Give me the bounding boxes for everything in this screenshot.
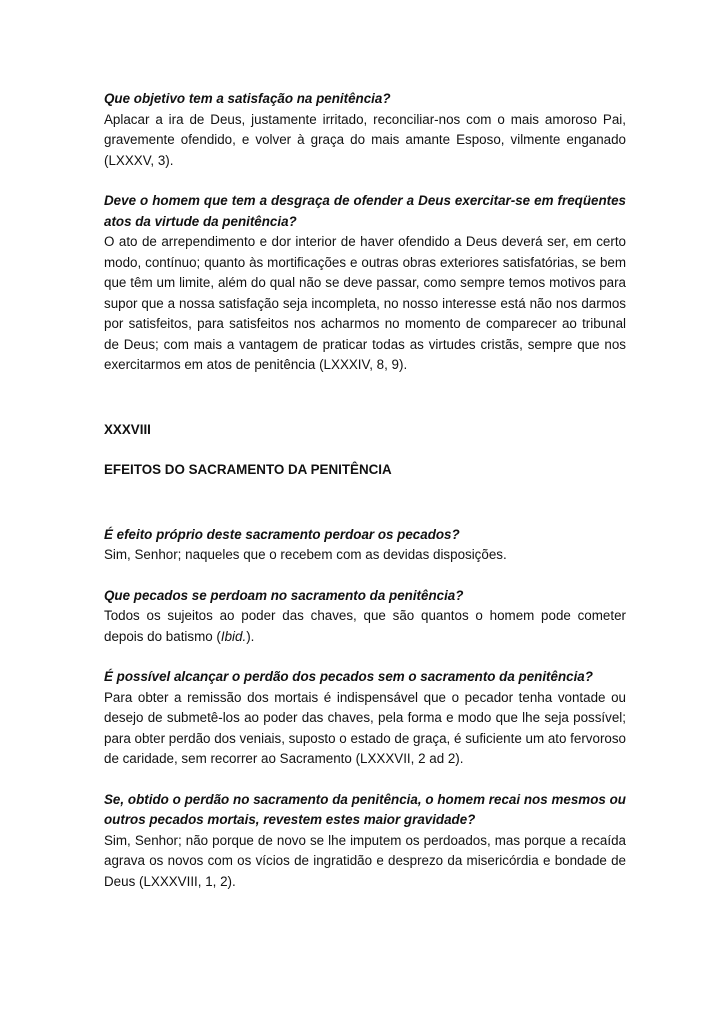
question-forgive-sins: É efeito próprio deste sacramento perdoar os pecados? [104,526,460,542]
document-page [104,89,626,892]
question-which-sins: Que pecados se perdoam no sacramento da penitência? [104,587,464,603]
ibid-reference: Ibid. [220,628,247,644]
question-forgiveness-without-sacrament: É possível alcançar o perdão dos pecados sem o sacramento da penitência? [104,669,593,684]
chapter-number: XXXVIII [104,421,151,437]
spacer [104,566,626,586]
answer-satisfaction-purpose: Aplacar a ira de Deus, justamente irritado, reconciliar-nos com o mais amoroso Pai, gravemente ofendido, e volver à graça do mais amante Esposo, vilmente enganado (LXXXV, 3). [104,111,626,168]
answer-forgiveness-without-sacrament: Para obter a remissão dos mortais é indispensável que o pecador tenha vontade ou desejo de submetê-los ao poder das chaves, pela forma e modo que lhe seja possível; para obter perdão dos veniais, suposto o estado de graça, é suficiente um ato fervoroso de caridade, sem recorrer ao Sacramento (LXXXVII, 2 ad 2). [104,689,626,766]
spacer [104,171,626,191]
spacer [104,440,626,460]
question-frequent-penance: Deve o homem que tem a desgraça de ofender a Deus exercitar-se em freqüentes atos da virtude da penitência? [104,193,626,229]
spacer [104,376,626,420]
spacer [104,481,626,525]
answer-which-sins-main: Todos os sujeitos ao poder das chaves, que são quantos o homem pode cometer depois do batismo ( [104,608,626,644]
answer-frequent-penance: O ato de arrependimento e dor interior de haver ofendido a Deus deverá ser, em certo modo, contínuo; quanto às mortificações e outras obras exteriores satisfatórias, se bem que têm um limite, além do qual não se deve passar, como sempre temos motivos para supor que a nossa satisfação seja incompleta, no nosso interesse está não nos darmos por satisfeitos, para satisfeitos nos acharmos no momento de comparecer ao tribunal de Deus; com mais a vantagem de praticar todas as virtudes cristãs, sempre que nos exercitarmos em atos de penitência (LXXXIV, 8, 9). [104,234,626,372]
answer-which-sins [104,606,626,647]
question-relapse: Se, obtido o perdão no sacramento da penitência, o homem recai nos mesmos ou outros pecados mortais, revestem estes maior gravidade? [104,791,626,827]
answer-which-sins-end: ). [246,628,255,644]
chapter-title: EFEITOS DO SACRAMENTO DA PENITÊNCIA [104,462,392,477]
spacer [104,647,626,667]
answer-forgive-sins: Sim, Senhor; naqueles que o recebem com as devidas disposições. [104,547,507,562]
answer-relapse: Sim, Senhor; não porque de novo se lhe imputem os perdoados, mas porque a recaída agrava os novos com os vícios de ingratidão e desprezo da misericórdia e bondade de Deus (LXXXVIII, 1, 2). [104,832,626,889]
spacer [104,770,626,790]
question-satisfaction-purpose: Que objetivo tem a satisfação na penitência? [104,91,391,106]
